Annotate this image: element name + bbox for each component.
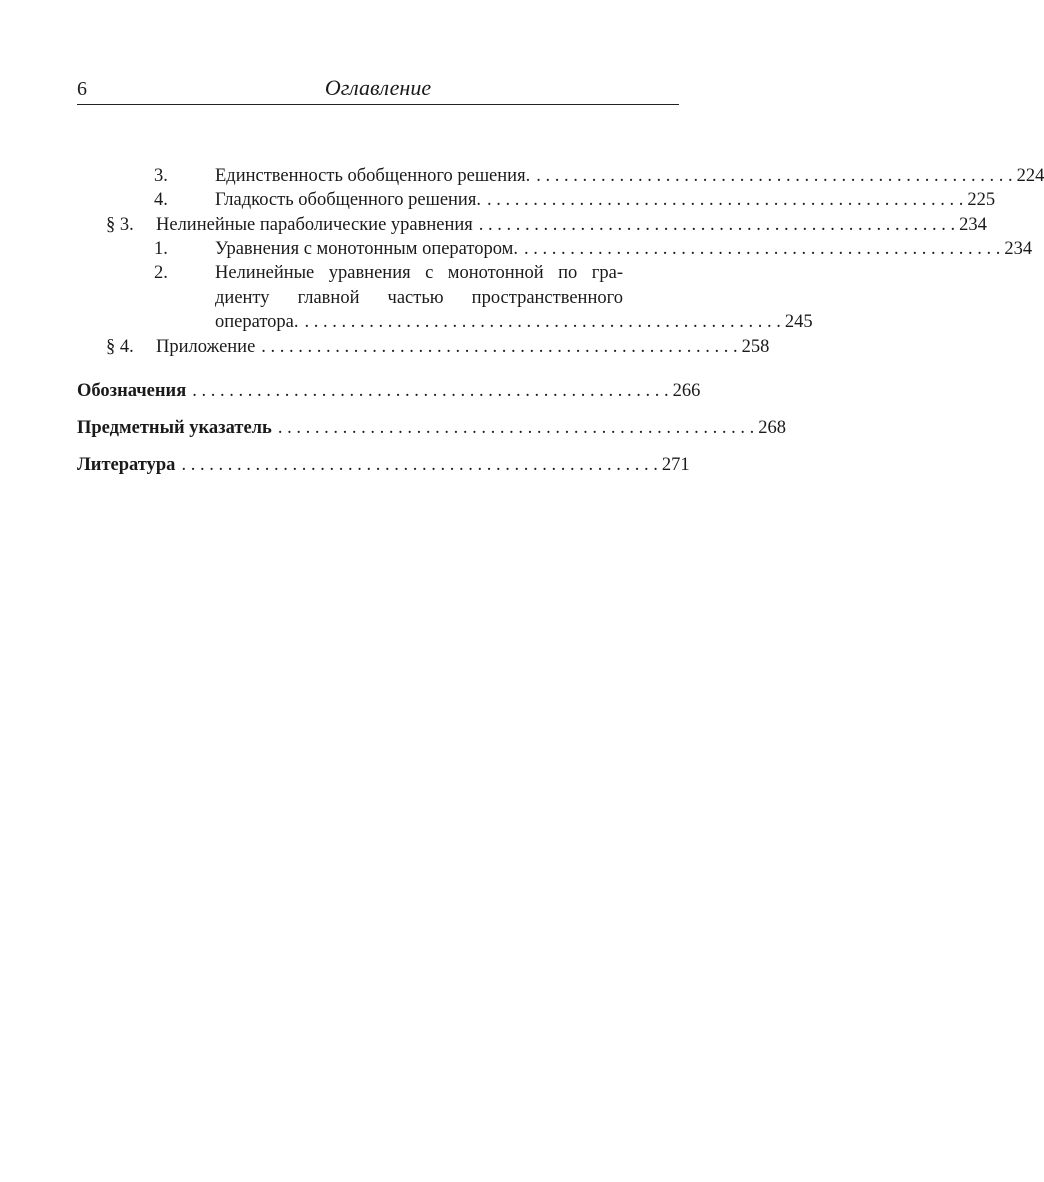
- toc-entry[interactable]: [77, 261, 679, 285]
- toc-chapter-title: Литература: [77, 455, 176, 475]
- toc-chapter-title: Предметный указатель: [77, 418, 272, 438]
- toc-section-number: § 3.: [106, 215, 134, 235]
- toc-leader-dots: . . . . . . . . . . . . . . . . . . . . . . . . . . . . . . . . . . . . . . . . . . . . . . . . . . . .: [304, 312, 781, 332]
- toc-entry[interactable]: [77, 188, 996, 212]
- toc-entry-body: [215, 164, 1044, 188]
- toc-entry-number: 3.: [154, 166, 168, 186]
- toc-entry-number: 2.: [154, 263, 168, 283]
- toc-chapter-title: Обозначения: [77, 381, 187, 401]
- toc-entry-body: [156, 213, 987, 237]
- toc-section-page: 234: [959, 215, 987, 235]
- toc-leader-dots: . . . . . . . . . . . . . . . . . . . . . . . . . . . . . . . . . . . . . . . . . . . . . . . . . . . .: [486, 190, 964, 210]
- toc-entry-title: Единственность обобщенного решения.: [215, 166, 531, 186]
- toc-leader-dots: . . . . . . . . . . . . . . . . . . . . . . . . . . . . . . . . . . . . . . . . . . . . . . . . . . . .: [181, 455, 658, 475]
- toc-entry-title-line3: оператора.: [215, 312, 299, 332]
- toc-entry-continuation: [77, 310, 813, 334]
- toc-entry-body: [215, 310, 813, 334]
- toc-entry-title-line2: диенту главной частью пространственного: [215, 288, 623, 308]
- toc-leader-dots: . . . . . . . . . . . . . . . . . . . . . . . . . . . . . . . . . . . . . . . . . . . . . . . . . . . .: [523, 239, 1001, 259]
- toc-entry-page: 224: [1016, 166, 1044, 186]
- toc-section-title: Приложение: [156, 337, 256, 357]
- toc-entry-body: [77, 379, 701, 403]
- toc-leader-dots: . . . . . . . . . . . . . . . . . . . . . . . . . . . . . . . . . . . . . . . . . . . . . . . . . . . .: [536, 166, 1013, 186]
- toc-entry-body: [156, 335, 770, 359]
- toc-chapter-page: 268: [758, 418, 786, 438]
- toc-entry-number: 1.: [154, 239, 168, 259]
- toc-chapter-notation[interactable]: [77, 379, 701, 403]
- toc-entry-title-line1: Нелинейные уравнения с монотонной по гра-: [215, 263, 623, 283]
- toc-entry-body: [77, 416, 786, 440]
- toc-entry-body: [77, 453, 690, 477]
- toc-entry[interactable]: [77, 237, 1033, 261]
- toc-entry[interactable]: [77, 164, 1044, 188]
- toc-section[interactable]: [77, 213, 987, 237]
- running-header: [77, 72, 679, 105]
- toc-leader-dots: . . . . . . . . . . . . . . . . . . . . . . . . . . . . . . . . . . . . . . . . . . . . . . . . . . . .: [478, 215, 956, 235]
- running-title: Оглавление: [324, 75, 432, 100]
- toc-entry-body: [215, 237, 1033, 261]
- toc-entry-continuation: [77, 286, 679, 310]
- toc-leader-dots: . . . . . . . . . . . . . . . . . . . . . . . . . . . . . . . . . . . . . . . . . . . . . . . . . . . .: [277, 418, 755, 438]
- toc-section-page: 258: [741, 337, 770, 357]
- toc-chapter-page: 266: [672, 381, 701, 401]
- page-number: 6: [77, 78, 87, 100]
- toc-entry-body: [215, 188, 996, 212]
- toc-entry-title: Уравнения с монотонным оператором.: [215, 239, 518, 259]
- toc-leader-dots: . . . . . . . . . . . . . . . . . . . . . . . . . . . . . . . . . . . . . . . . . . . . . . . . . . . .: [261, 337, 738, 357]
- toc-entry-number: 4.: [154, 190, 168, 210]
- toc-section-number: § 4.: [106, 337, 134, 357]
- toc-section-title: Нелинейные параболические уравнения: [156, 215, 473, 235]
- toc-chapter-subject-index[interactable]: [77, 416, 786, 440]
- toc-chapter-page: 271: [661, 455, 690, 475]
- toc-entry-page: 225: [967, 190, 996, 210]
- toc-entry-title: Гладкость обобщенного решения.: [215, 190, 481, 210]
- toc-leader-dots: . . . . . . . . . . . . . . . . . . . . . . . . . . . . . . . . . . . . . . . . . . . . . . . . . . . .: [192, 381, 669, 401]
- toc-entry-page: 234: [1004, 239, 1033, 259]
- toc-chapter-literature[interactable]: [77, 453, 690, 477]
- toc-entry-page: 245: [784, 312, 813, 332]
- toc-section[interactable]: [77, 335, 770, 359]
